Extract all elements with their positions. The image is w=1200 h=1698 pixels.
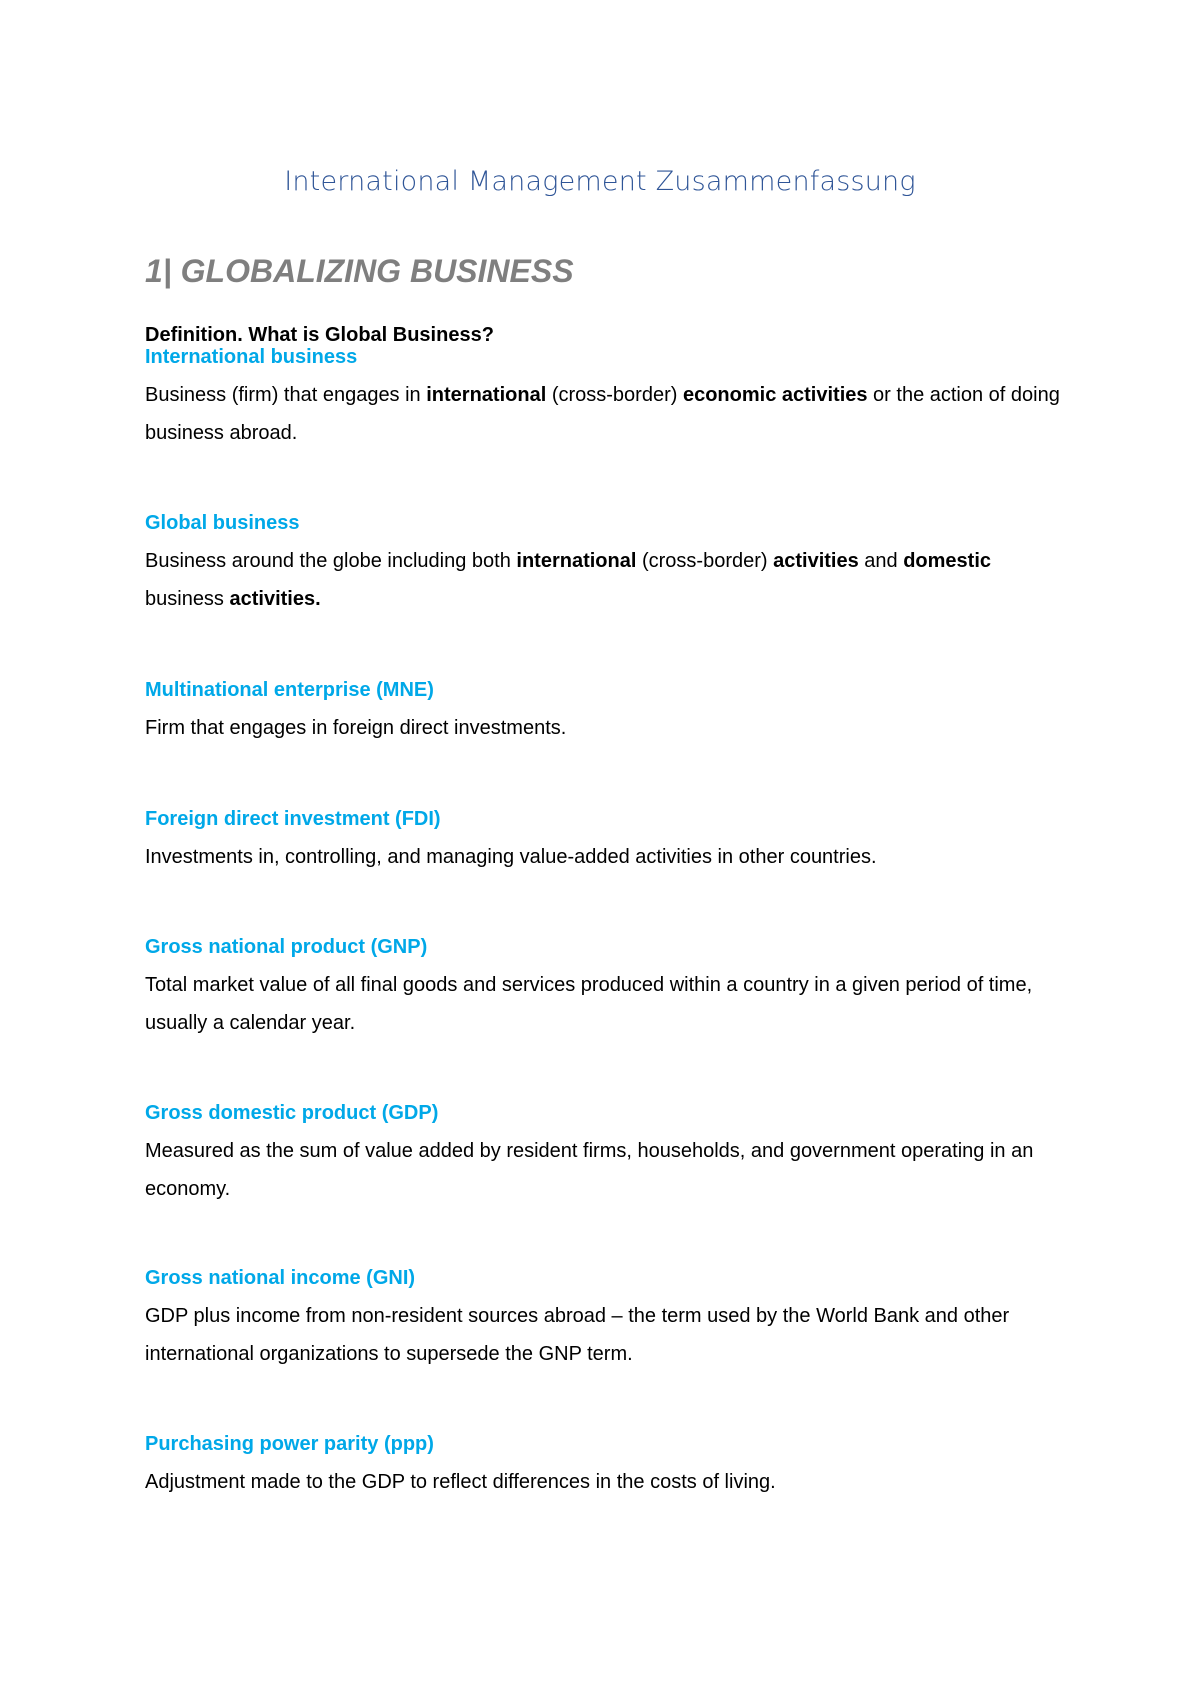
term-title: Multinational enterprise (MNE) — [145, 679, 434, 701]
definition-text: (cross-border) — [546, 384, 683, 406]
term-title: Gross domestic product (GDP) — [145, 1102, 439, 1124]
term-definition — [145, 966, 1075, 1042]
definition-item — [145, 671, 1075, 747]
term-title: Purchasing power parity (ppp) — [145, 1433, 434, 1455]
term-title: Gross national product (GNP) — [145, 936, 428, 958]
chapter-heading: 1| GLOBALIZING BUSINESS — [145, 253, 574, 289]
term-title: Gross national income (GNI) — [145, 1267, 416, 1289]
document-title: International Management Zusammenfassung — [284, 166, 916, 197]
definition-text: business — [145, 588, 230, 610]
definition-text: Business around the globe including both — [145, 550, 517, 572]
emphasis-text: economic activities — [682, 384, 868, 406]
term-title: International business — [145, 346, 358, 368]
definition-item — [145, 504, 1075, 618]
definition-item — [145, 1259, 1075, 1373]
emphasis-text: activities. — [229, 588, 321, 610]
definition-text: or the action of doing business abroad. — [145, 384, 1060, 444]
definition-item — [145, 1094, 1075, 1208]
definition-text: Business (firm) that engages in — [145, 384, 427, 406]
emphasis-text: international — [426, 384, 547, 406]
definition-text: Measured as the sum of value added by resident firms, households, and government operating in an economy. — [145, 1140, 1034, 1200]
definition-item — [145, 800, 1075, 876]
term-title: Global business — [145, 512, 300, 534]
definition-item — [145, 338, 1075, 452]
section-subheading: Definition. What is Global Business? — [145, 324, 494, 346]
definition-text: GDP plus income from non-resident sources abroad – the term used by the World Bank and other international organizations to supersede the GNP term. — [145, 1305, 1010, 1365]
term-definition — [145, 1132, 1075, 1208]
emphasis-text: activities — [773, 550, 859, 572]
emphasis-text: international — [516, 550, 637, 572]
definition-text: Total market value of all final goods and services produced within a country in a given period of time, usually a calendar year. — [145, 974, 1033, 1034]
term-definition — [145, 1463, 1075, 1501]
definition-text: and — [858, 550, 904, 572]
definition-item — [145, 928, 1075, 1042]
definition-text: Adjustment made to the GDP to reflect differences in the costs of living. — [145, 1471, 776, 1493]
term-definition — [145, 376, 1075, 452]
term-definition — [145, 709, 1075, 747]
definition-text: (cross-border) — [636, 550, 774, 572]
definition-text: Firm that engages in foreign direct investments. — [145, 717, 567, 739]
emphasis-text: domestic — [903, 550, 992, 572]
term-definition — [145, 838, 1075, 876]
term-definition — [145, 542, 1075, 618]
definition-text: Investments in, controlling, and managing value-added activities in other countries. — [145, 846, 877, 868]
definition-item — [145, 1425, 1075, 1501]
term-definition — [145, 1297, 1075, 1373]
term-title: Foreign direct investment (FDI) — [145, 808, 441, 830]
